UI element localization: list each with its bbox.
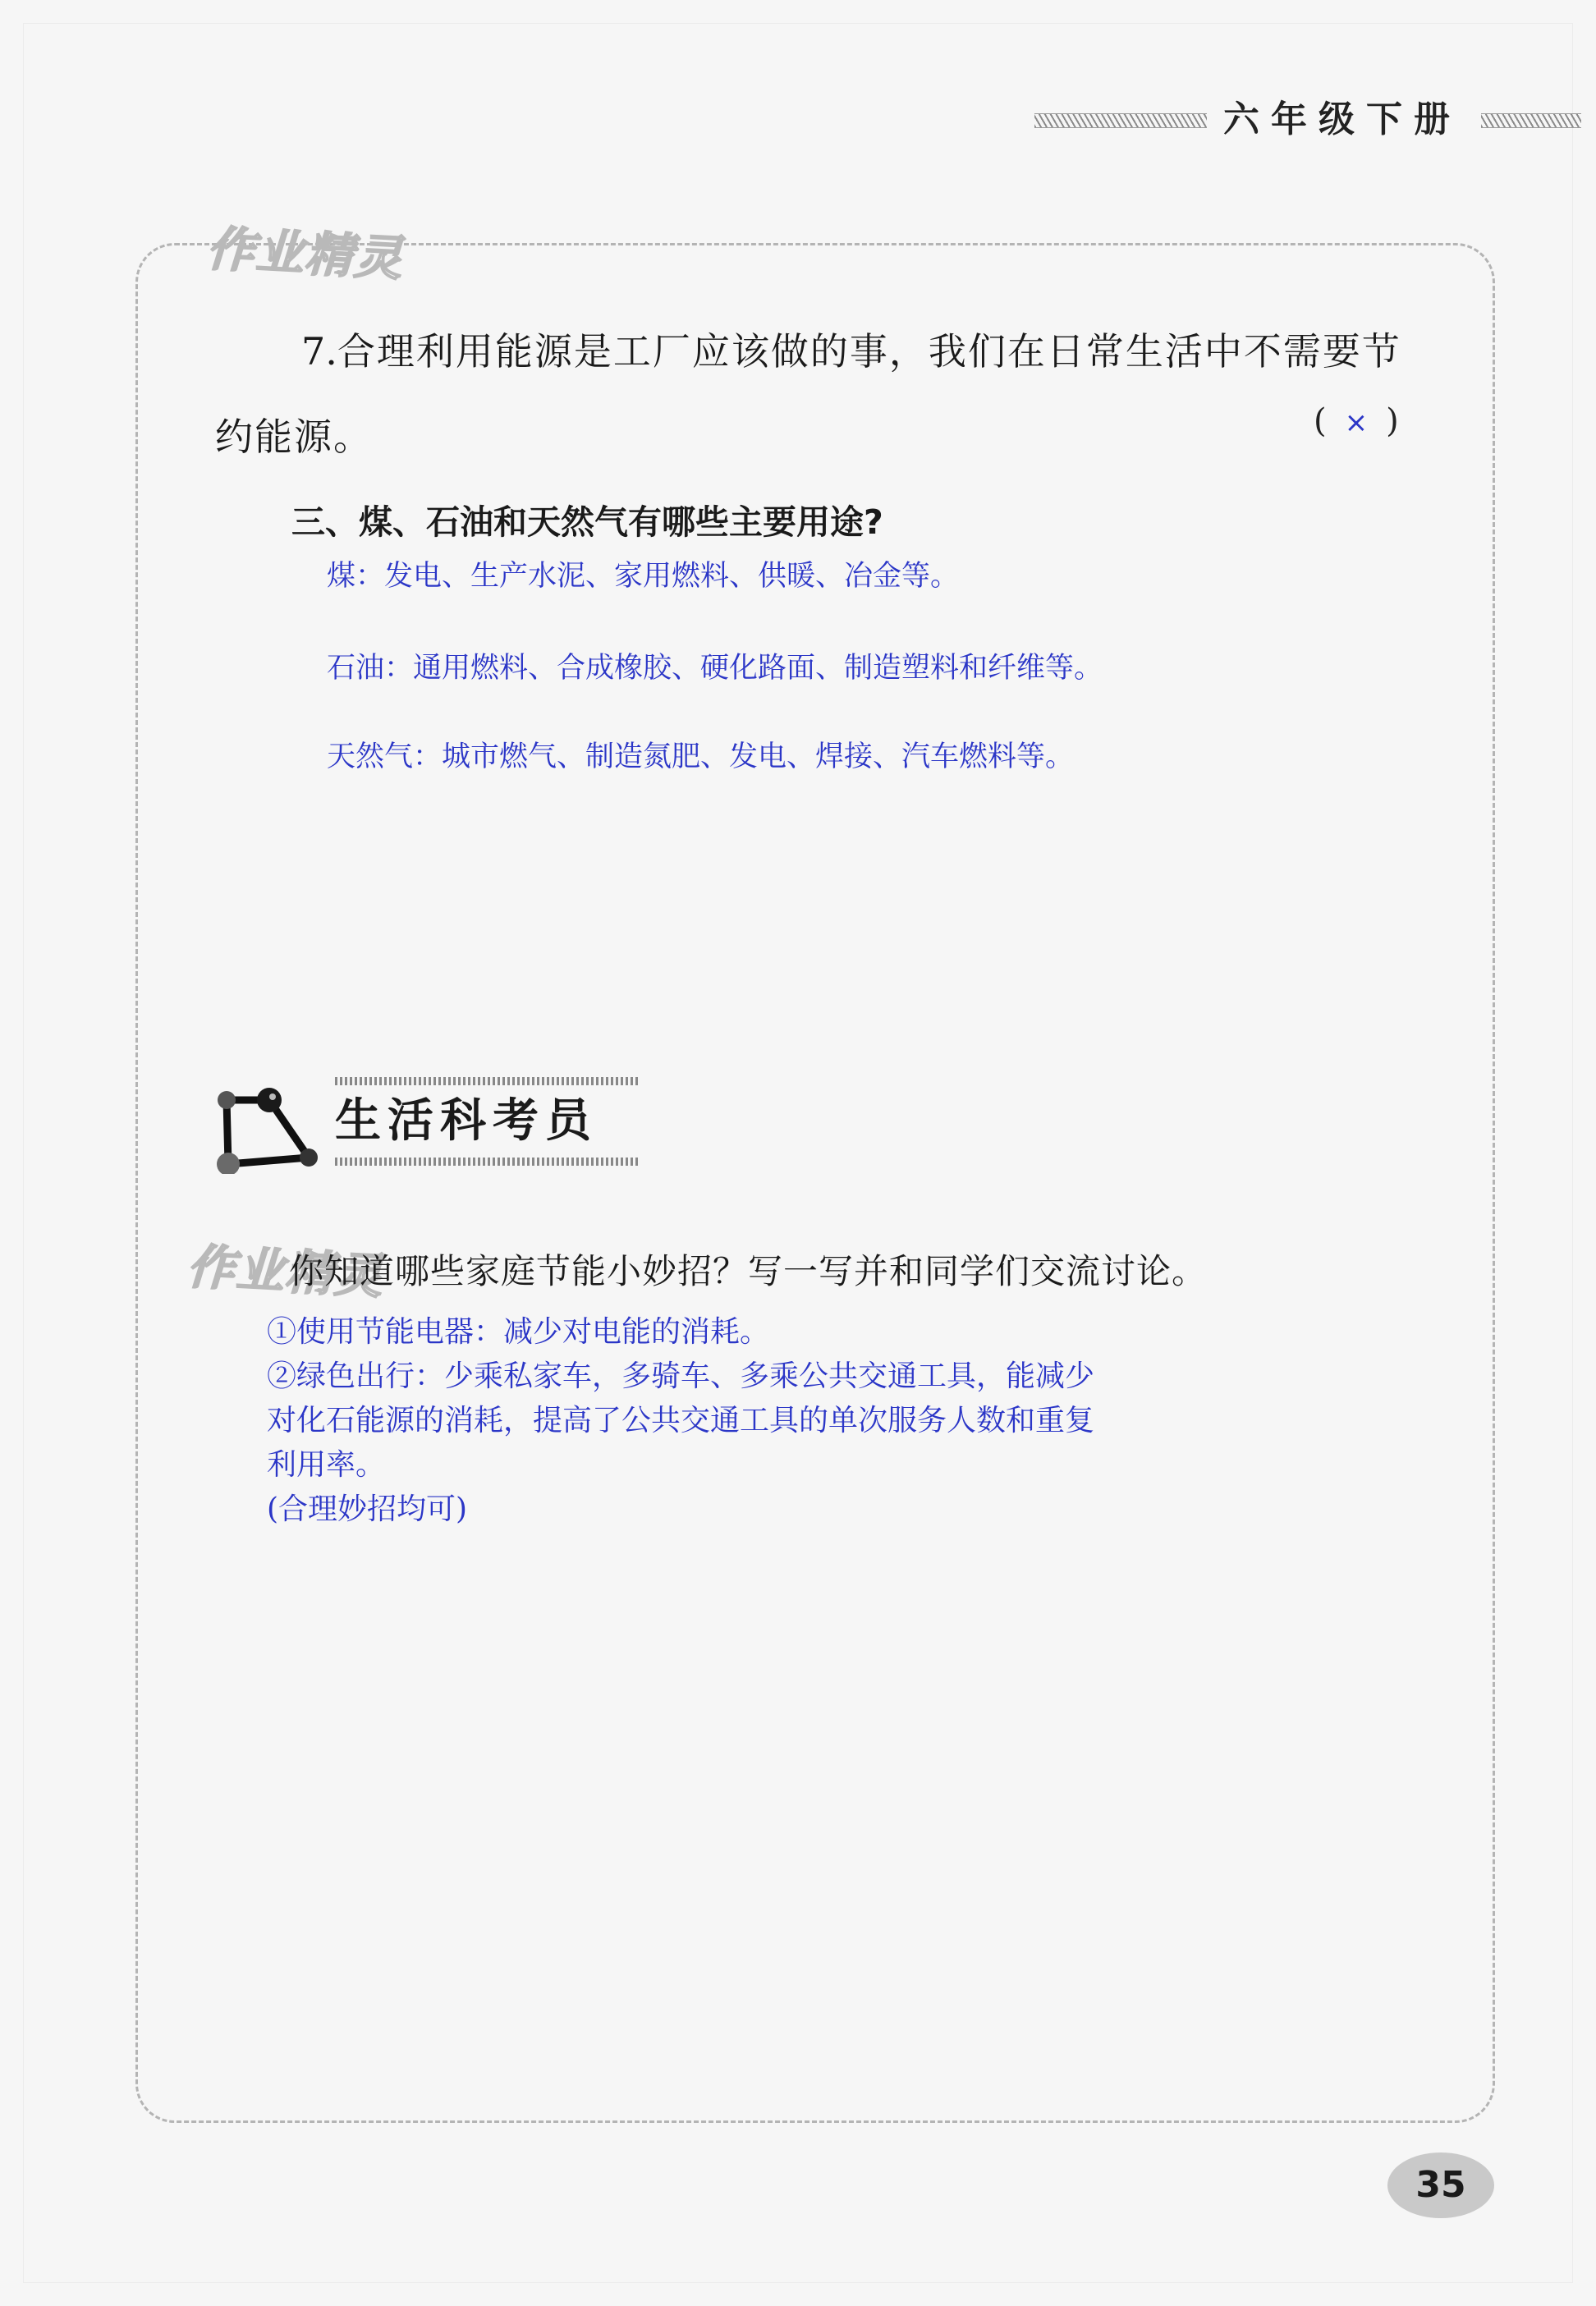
answer-line: (合理妙招均可): [267, 1492, 468, 1526]
answer-blank: [1314, 392, 1429, 450]
paren-open: (: [1314, 402, 1327, 440]
badge-border-bottom: [335, 1158, 639, 1166]
answer-line: ①使用节能电器：减少对电能的消耗。: [267, 1315, 770, 1349]
section-3-title: 三、煤、石油和天然气有哪些主要用途?: [291, 502, 883, 542]
answer-cross-mark: ×: [1344, 406, 1369, 439]
badge-title: 生活科考员: [335, 1094, 598, 1148]
answer-line: ②绿色出行：少乘私家车，多骑车、多乘公共交通工具，能减少: [267, 1359, 1095, 1393]
question-7: [215, 309, 1430, 479]
page-number: 35: [1387, 2152, 1494, 2218]
answer-oil: 石油：通用燃料、合成橡胶、硬化路面、制造塑料和纤维等。: [327, 652, 1103, 685]
header-grade-title: 六年级下册: [1223, 99, 1461, 140]
watermark: 作业精灵: [205, 220, 406, 287]
header-stripe-left: [1034, 113, 1207, 128]
header-stripe-right: [1481, 113, 1581, 128]
badge-border-top: [335, 1077, 639, 1085]
molecule-icon: [212, 1067, 335, 1174]
answer-natural-gas: 天然气：城市燃气、制造氮肥、发电、焊接、汽车燃料等。: [327, 740, 1075, 773]
answer-coal: 煤：发电、生产水泥、家用燃料、供暖、冶金等。: [327, 560, 960, 593]
watermark: 作业精灵: [186, 1238, 386, 1305]
life-answer: [267, 1310, 1170, 1532]
question-text: 合理利用能源是工厂应该做的事，我们在日常生活中不需要节约能源。: [215, 329, 1401, 459]
question-number: 7.: [301, 329, 337, 374]
answer-line: 对化石能源的消耗，提高了公共交通工具的单次服务人数和重复: [267, 1404, 1095, 1437]
paren-close: ): [1386, 402, 1399, 440]
answer-line: 利用率。: [267, 1448, 386, 1482]
life-question: 你知道哪些家庭节能小妙招？写一写并和同学们交流讨论。: [289, 1251, 1208, 1291]
